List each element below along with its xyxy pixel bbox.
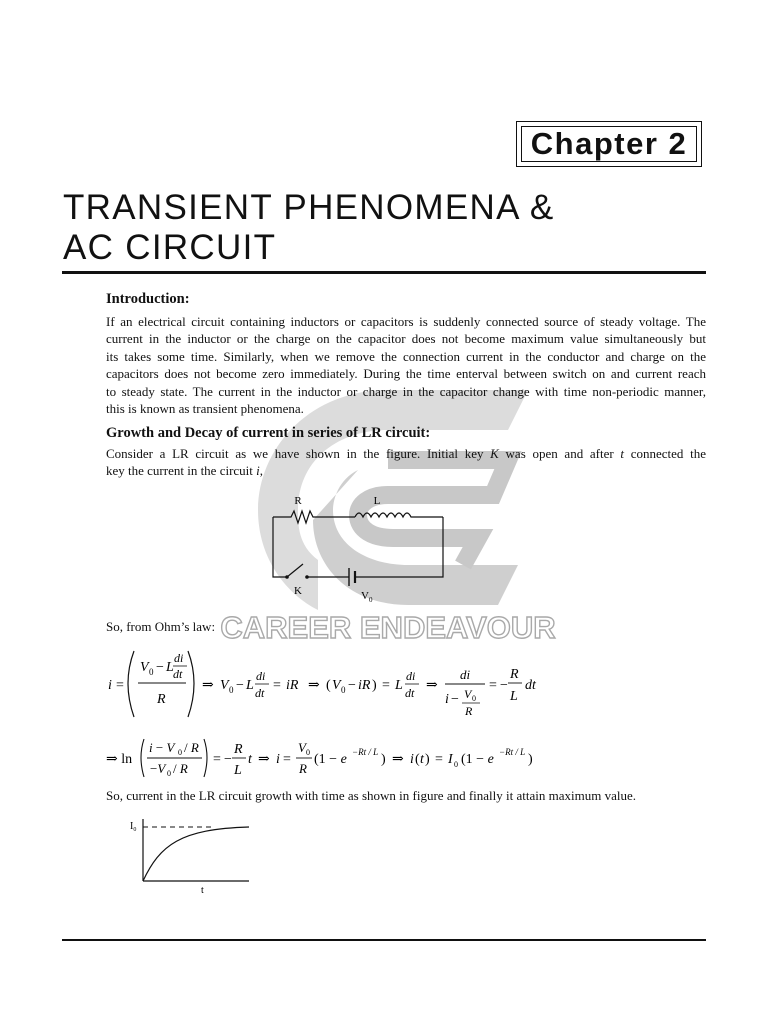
intro-line: If an electrical circuit containing inductors or capacitors is suddenly connected source of steady voltage. The (106, 314, 706, 329)
svg-text:V: V (298, 740, 306, 755)
lr-line-1: Consider a LR circuit as we have shown in the figure. Initial key K was open and after t connected the (106, 446, 706, 461)
svg-text:=: = (382, 678, 390, 693)
svg-text:−Rt / L: −Rt / L (499, 747, 526, 757)
lr-heading: Growth and Decay of current in series of LR circuit: (106, 425, 431, 441)
svg-text:−Rt / L: −Rt / L (352, 747, 379, 757)
svg-text:): ) (372, 678, 377, 693)
svg-text:iR: iR (358, 678, 371, 693)
chapter-badge (516, 121, 702, 167)
svg-text:R: R (157, 692, 166, 707)
svg-text:V: V (464, 687, 472, 701)
svg-text:⇒: ⇒ (258, 752, 270, 767)
svg-text:−: − (500, 678, 508, 693)
svg-text:0: 0 (341, 685, 346, 695)
svg-text:/ R: / R (184, 740, 199, 755)
chapter-title (63, 188, 554, 268)
intro-line: its takes some time. Similarly, when we remove the connection current in the conductor and charge on the (106, 348, 706, 364)
intro-paragraph (106, 313, 706, 417)
svg-text:−: − (451, 692, 459, 707)
svg-text:dt: dt (525, 678, 536, 693)
svg-text:(: ( (326, 678, 331, 693)
intro-line: capacitors does not become zero immediately. During the time enterval between switch on and current reach (106, 366, 706, 382)
intro-heading: Introduction: (106, 291, 190, 307)
svg-text:0: 0 (167, 769, 171, 778)
lr-circuit-diagram (265, 490, 455, 605)
svg-text:): ) (381, 752, 386, 767)
svg-text:⇒: ⇒ (308, 678, 320, 693)
svg-text:i: i (445, 692, 449, 707)
svg-text:0: 0 (229, 685, 234, 695)
current-growth-graph (125, 815, 260, 895)
title-line-1: TRANSIENT PHENOMENA & (63, 188, 555, 227)
svg-text:−: − (348, 678, 356, 693)
svg-text:i: i (410, 752, 414, 767)
chapter-label: Chapter 2 (521, 126, 697, 162)
svg-text:iR: iR (286, 678, 299, 693)
svg-text:dt: dt (173, 667, 183, 681)
svg-text:−: − (156, 660, 164, 675)
svg-text:i − V: i − V (149, 740, 175, 755)
svg-text:(1 − e: (1 − e (461, 752, 494, 767)
svg-text:⇒: ⇒ (202, 678, 214, 693)
intro-line: to steady state. The current in the inductor or charge in the capacitor change with time non-periodic manner, (106, 383, 706, 399)
svg-text:0: 0 (306, 748, 310, 757)
svg-text:di: di (460, 667, 471, 682)
svg-text:0: 0 (149, 667, 154, 677)
footer-rule (62, 939, 706, 941)
svg-text:0: 0 (178, 748, 182, 757)
svg-text:=: = (489, 678, 497, 693)
svg-text:L: L (395, 678, 403, 693)
svg-text:): ) (528, 752, 533, 767)
svg-text:0: 0 (454, 760, 458, 769)
svg-text:(1 − e: (1 − e (314, 752, 347, 767)
svg-text:t: t (248, 752, 252, 767)
svg-text:V: V (332, 678, 341, 693)
svg-text:): ) (425, 752, 430, 767)
svg-text:V: V (220, 678, 229, 693)
inductor-label: L (373, 495, 381, 507)
ohm-law-text: So, from Ohm’s law: (106, 619, 216, 634)
graph-growth-curve (143, 827, 249, 881)
graph-ylabel: $I_0$ (130, 821, 137, 833)
svg-text:i: i (108, 678, 112, 693)
svg-text:=: = (435, 752, 443, 767)
svg-text:di: di (406, 669, 416, 683)
watermark-text: CAREER ENDEAVOUR (220, 610, 556, 645)
svg-text:R: R (299, 761, 307, 776)
resistor-label: R (294, 495, 302, 507)
svg-text:di: di (256, 669, 266, 683)
svg-text:L: L (510, 689, 518, 704)
equation-current-solution (100, 733, 660, 783)
svg-text:(: ( (415, 752, 420, 767)
intro-line: this is known as transient phenomena. (106, 401, 304, 417)
svg-text:−: − (224, 752, 232, 767)
svg-text:⇒: ⇒ (426, 678, 438, 693)
svg-text:⇒: ⇒ (392, 752, 404, 767)
svg-text:i: i (276, 752, 280, 767)
svg-text:V: V (140, 660, 149, 675)
svg-text:R: R (234, 742, 243, 757)
svg-text:0: 0 (472, 694, 476, 703)
svg-text:/ R: / R (173, 761, 188, 776)
svg-text:di: di (174, 651, 184, 665)
title-line-2: AC CIRCUIT (63, 228, 277, 267)
svg-text:⇒ ln: ⇒ ln (106, 752, 133, 767)
lr-paragraph (106, 445, 706, 480)
svg-text:L: L (234, 763, 242, 778)
lr-line-2: key the current in the circuit i, (106, 463, 264, 479)
svg-text:−V: −V (150, 761, 166, 776)
equation-current-derivation (100, 645, 660, 727)
svg-text:dt: dt (405, 686, 415, 700)
battery-label: $V_0$ (361, 590, 373, 604)
svg-text:−: − (236, 678, 244, 693)
intro-line: current in the inductor or the charge on the capacitor does not become maximum value simultaneously but (106, 331, 706, 347)
svg-text:L: L (166, 660, 174, 675)
svg-text:=: = (213, 752, 221, 767)
svg-text:=: = (283, 752, 291, 767)
svg-text:R: R (465, 704, 473, 718)
svg-text:L: L (246, 678, 254, 693)
svg-text:=: = (116, 678, 124, 693)
growth-text: So, current in the LR circuit growth with time as shown in figure and finally it attain maximum value. (106, 788, 636, 803)
svg-text:t: t (420, 752, 424, 767)
svg-text:I: I (448, 752, 453, 767)
graph-xlabel: t (201, 885, 204, 896)
svg-text:=: = (273, 678, 281, 693)
key-label: K (294, 585, 302, 597)
title-rule (62, 271, 706, 274)
svg-text:dt: dt (255, 686, 265, 700)
svg-text:R: R (510, 667, 519, 682)
